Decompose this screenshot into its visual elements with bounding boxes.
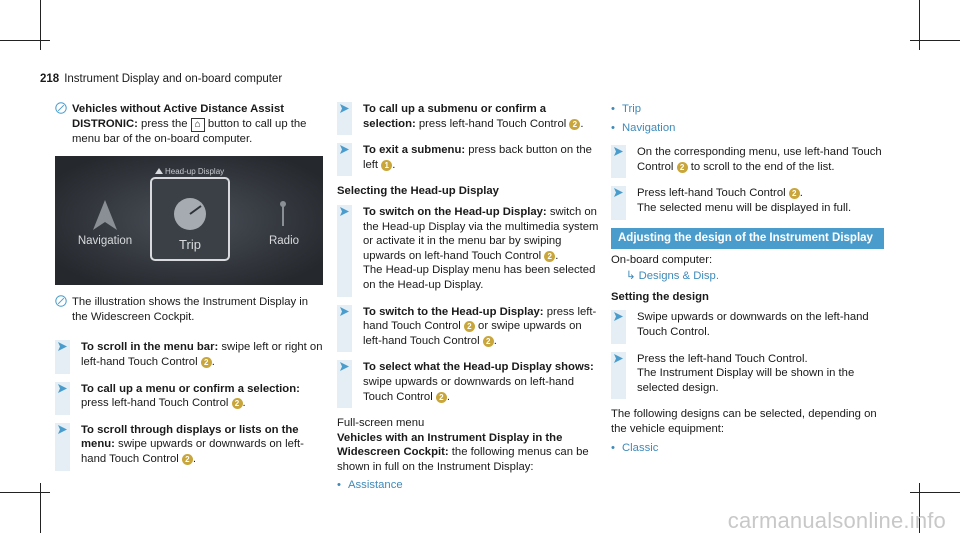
arrow-right-icon xyxy=(57,383,68,394)
menu-path: ↳ Designs & Disp. xyxy=(626,270,719,283)
list-item: • Classic xyxy=(611,441,659,454)
instruction-step: Press the left-hand Touch Control. The Instrument Display will be shown in the selected design. xyxy=(611,352,884,396)
arrow-right-icon xyxy=(339,306,350,317)
column-middle xyxy=(337,102,599,497)
paragraph: Vehicles with an Instrument Display in the Widescreen Cockpit: the following menus can be shown in full on the Instrument Display: xyxy=(337,431,589,473)
instruction-step: To switch to the Head-up Display: press left-hand Touch Control 2 or swipe upwards on left-hand Touch Control 2 . xyxy=(337,305,599,349)
list-item: • Navigation xyxy=(611,121,676,134)
instruction-step: To call up a menu or confirm a selection: press left-hand Touch Control 2 . xyxy=(55,382,323,411)
crop-mark xyxy=(0,492,50,493)
section-banner: Adjusting the design of the Instrument Display xyxy=(611,228,884,249)
instruction-step: Swipe upwards or downwards on the left-hand Touch Control. xyxy=(611,310,884,339)
page-title: Instrument Display and on-board computer xyxy=(64,73,283,85)
page-header xyxy=(40,72,282,87)
return-arrow-icon: ↳ xyxy=(626,270,639,283)
arrow-right-icon xyxy=(613,353,624,364)
crop-mark xyxy=(919,0,920,50)
control-badge-2: 2 xyxy=(789,188,800,199)
back-button-badge-1: 1 xyxy=(381,160,392,171)
note-heading: Vehicles without Active Distance Assist DISTRONIC: xyxy=(72,103,284,130)
instruction-step: On the corresponding menu, use left-hand Touch Control 2 to scroll to the end of the list. xyxy=(611,145,884,174)
crop-mark xyxy=(910,40,960,41)
instruction-step: To select what the Head-up Display shows: swipe upwards or downwards on left-hand Touch Control 2 . xyxy=(337,360,599,404)
arrow-right-icon xyxy=(339,103,350,114)
instrument-display-screenshot xyxy=(55,156,323,285)
arrow-right-icon xyxy=(613,187,624,198)
instruction-step: To scroll through displays or lists on the menu: swipe upwards or downwards on left-hand Touch Control 2 . xyxy=(55,423,323,467)
arrow-right-icon xyxy=(339,361,350,372)
sub-heading: Full-screen menu xyxy=(337,417,425,430)
arrow-right-icon xyxy=(613,311,624,322)
control-badge-2: 2 xyxy=(464,321,475,332)
menu-label-head-up-display: Head-up Display xyxy=(165,167,225,177)
control-badge-2: 2 xyxy=(182,454,193,465)
arrow-right-icon xyxy=(57,341,68,352)
list-item: • Assistance xyxy=(337,479,403,492)
control-badge-2: 2 xyxy=(232,398,243,409)
instruction-step: To exit a submenu: press back button on the left 1 . xyxy=(337,143,599,172)
instruction-step: To switch on the Head-up Display: switch on the Head-up Display via the multimedia system or activate it in the menu bar by swiping upwards on left-hand Touch Control 2 . The Head-up Display menu has been selected on the Head-up Display. xyxy=(337,205,599,293)
instruction-step: To call up a submenu or confirm a selection: press left-hand Touch Control 2 . xyxy=(337,102,599,131)
crop-mark xyxy=(0,40,50,41)
paragraph: The following designs can be selected, depending on the vehicle equipment: xyxy=(611,408,877,435)
menu-item-trip: Trip xyxy=(179,237,201,253)
section-heading: Setting the design xyxy=(611,290,709,303)
section-heading: Selecting the Head-up Display xyxy=(337,185,499,198)
control-badge-2: 2 xyxy=(544,251,555,262)
crop-mark xyxy=(40,0,41,50)
control-badge-2: 2 xyxy=(569,119,580,130)
note: Vehicles without Active Distance Assist DISTRONIC: press the ⌂ button to call up the menu bar of the on-board computer. xyxy=(55,102,323,146)
info-icon xyxy=(55,102,67,114)
instruction-step: Press left-hand Touch Control 2 . The selected menu will be displayed in full. xyxy=(611,186,884,215)
page-number: 218 xyxy=(40,73,60,85)
menu-item-navigation: Navigation xyxy=(77,235,133,248)
instruction-step: To scroll in the menu bar: swipe left or right on left-hand Touch Control 2 . xyxy=(55,340,323,369)
home-button-icon: ⌂ xyxy=(191,118,205,132)
menu-path-intro: On-board computer: xyxy=(611,253,713,266)
column-right xyxy=(611,102,884,459)
crop-mark xyxy=(40,483,41,533)
control-badge-2: 2 xyxy=(201,357,212,368)
column-left xyxy=(55,102,323,479)
menu-item-radio: Radio xyxy=(268,235,300,248)
control-badge-2: 2 xyxy=(483,336,494,347)
control-badge-2: 2 xyxy=(436,392,447,403)
arrow-right-icon xyxy=(339,206,350,217)
watermark: carmanualsonline.info xyxy=(727,508,946,533)
control-badge-2: 2 xyxy=(677,162,688,173)
arrow-right-icon xyxy=(339,144,350,155)
info-icon xyxy=(55,295,67,307)
crop-mark xyxy=(910,492,960,493)
arrow-right-icon xyxy=(57,424,68,435)
note: The illustration shows the Instrument Display in the Widescreen Cockpit. xyxy=(55,295,323,324)
list-item: • Trip xyxy=(611,103,642,115)
arrow-right-icon xyxy=(613,146,624,157)
